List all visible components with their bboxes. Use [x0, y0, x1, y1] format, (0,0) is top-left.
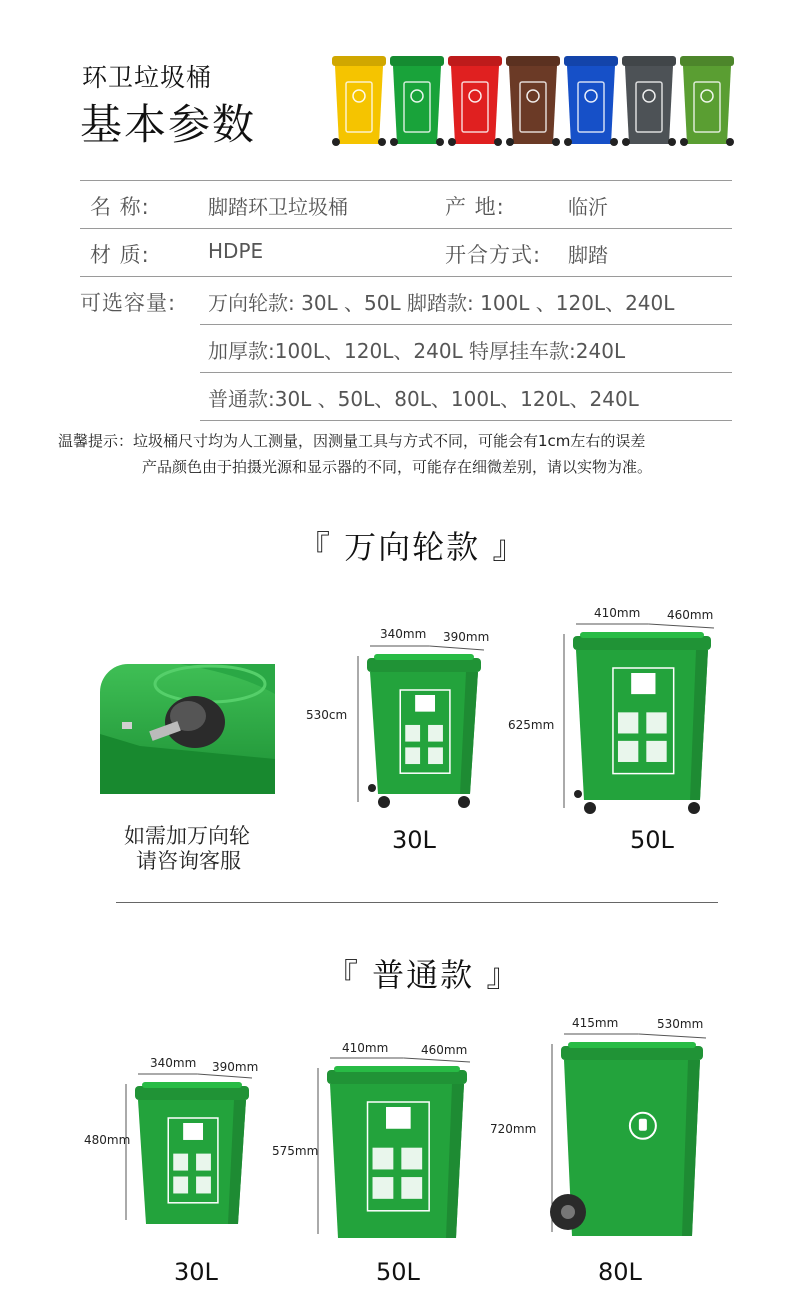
bin-80l-standard — [536, 1030, 716, 1245]
color-bin-wheel — [610, 138, 618, 146]
spec-row-capacity-3 — [200, 372, 732, 421]
food-icon — [401, 1177, 422, 1199]
dim-depth-50l-standard: 460mm — [421, 1043, 468, 1057]
origin-label: 产 地: — [445, 195, 505, 219]
bin-30l-standard — [128, 1070, 258, 1235]
bin-lid-top — [568, 1042, 696, 1048]
color-bin-wheel — [622, 138, 630, 146]
dim-width-50l-standard: 410mm — [342, 1041, 389, 1055]
color-bin-lid — [622, 56, 676, 66]
spec-row-capacity — [80, 276, 732, 324]
caster-wheel — [574, 790, 582, 798]
bin-lid — [561, 1046, 703, 1060]
bin-lid-top — [374, 654, 474, 660]
color-bin-lid — [390, 56, 444, 66]
color-bin-wheel — [668, 138, 676, 146]
caster-wheel — [688, 802, 700, 814]
large-wheel-hub — [561, 1205, 575, 1219]
capacity-50l-standard: 50L — [376, 1258, 420, 1286]
recycle-icon-bin — [639, 1119, 647, 1131]
dim-depth-30l-standard: 390mm — [212, 1060, 259, 1074]
caster-closeup-image — [100, 664, 275, 794]
name-label: 名 称: — [90, 195, 150, 219]
kitchen-waste-icon — [386, 1107, 411, 1129]
color-bin-lid — [564, 56, 618, 66]
bin-30l-caster — [356, 646, 486, 816]
color-bin-lid — [332, 56, 386, 66]
bin-50l-standard — [316, 1052, 476, 1247]
food-icon — [405, 725, 420, 742]
dim-height-50l-caster: 625mm — [508, 718, 555, 732]
food-icon — [196, 1177, 211, 1194]
food-icon — [646, 712, 666, 733]
food-icon — [373, 1177, 394, 1199]
food-icon — [618, 712, 638, 733]
kitchen-waste-icon — [183, 1123, 203, 1140]
color-bin-wheel — [552, 138, 560, 146]
bin-lid — [135, 1086, 249, 1100]
capacity-label: 可选容量: — [80, 291, 177, 315]
title-big: 基本参数 — [80, 100, 257, 149]
dim-width-80l-standard: 415mm — [572, 1016, 619, 1030]
dim-height-50l-standard: 575mm — [272, 1144, 319, 1158]
color-bin-wheel — [436, 138, 444, 146]
capacity-30l-caster: 30L — [392, 826, 436, 854]
bin-lid-top — [142, 1082, 242, 1088]
food-icon — [428, 747, 443, 764]
color-bin-wheel — [680, 138, 688, 146]
food-icon — [401, 1148, 422, 1170]
dim-line-depth — [197, 1074, 252, 1078]
bin-lid-top — [334, 1066, 460, 1072]
dim-depth-80l-standard: 530mm — [657, 1017, 704, 1031]
color-bin-wheel — [726, 138, 734, 146]
dim-height-30l-caster: 530cm — [306, 708, 348, 722]
food-icon — [196, 1154, 211, 1171]
capacity-50l-caster: 50L — [630, 826, 674, 854]
caster-caption-2: 请咨询客服 — [136, 849, 241, 873]
bin-lid — [367, 658, 481, 672]
caster-wheel — [378, 796, 390, 808]
section-title-caster: 『 万向轮款 』 — [298, 528, 527, 566]
dim-line-depth — [429, 646, 484, 650]
color-bin-lid — [448, 56, 502, 66]
material-label: 材 质: — [90, 243, 150, 267]
color-bin-wheel — [332, 138, 340, 146]
food-icon — [428, 725, 443, 742]
food-icon — [405, 747, 420, 764]
dim-line-depth — [404, 1058, 470, 1062]
capacity-line-1: 万向轮款: 30L 、50L 脚踏款: 100L 、120L、240L — [208, 291, 675, 315]
spec-table — [80, 180, 732, 421]
notice-line-2: 产品颜色由于拍摄光源和显示器的不同，可能存在细微差别，请以实物为准。 — [142, 458, 653, 476]
notice-line-1: 温馨提示：垃圾桶尺寸均为人工测量，因测量工具与方式不同，可能会有1cm左右的误差 — [58, 432, 646, 450]
section-title-standard: 『 普通款 』 — [326, 956, 521, 994]
origin-value: 临沂 — [568, 195, 608, 219]
color-bins-row — [330, 52, 750, 152]
food-icon — [373, 1148, 394, 1170]
bin-lid — [573, 636, 711, 650]
capacity-80l-standard: 80L — [598, 1258, 642, 1286]
food-icon — [173, 1177, 188, 1194]
spec-row-name — [80, 180, 732, 228]
name-value: 脚踏环卫垃圾桶 — [208, 195, 348, 219]
dim-height-30l-standard: 480mm — [84, 1133, 131, 1147]
dim-height-80l-standard: 720mm — [490, 1122, 537, 1136]
dim-width-30l-standard: 340mm — [150, 1056, 197, 1070]
open-value: 脚踏 — [568, 243, 608, 267]
color-bin-wheel — [506, 138, 514, 146]
color-bin-wheel — [390, 138, 398, 146]
dim-depth-50l-caster: 460mm — [667, 608, 714, 622]
dim-line-depth — [649, 624, 714, 628]
dim-depth-30l-caster: 390mm — [443, 630, 490, 644]
caster-wheel — [368, 784, 376, 792]
dim-line-depth — [639, 1034, 706, 1038]
capacity-line-3: 普通款:30L 、50L、80L、100L、120L、240L — [208, 387, 639, 411]
kitchen-waste-icon — [415, 695, 435, 712]
material-value: HDPE — [208, 239, 264, 263]
section-divider — [116, 902, 718, 903]
bin-lid-top — [580, 632, 704, 638]
spec-row-capacity-2 — [200, 324, 732, 372]
bin-body — [576, 650, 708, 800]
color-bin-wheel — [378, 138, 386, 146]
caster-wheel — [584, 802, 596, 814]
color-bin-wheel — [494, 138, 502, 146]
kitchen-waste-icon — [631, 673, 655, 694]
caster-wheel — [458, 796, 470, 808]
bin-50l-caster — [560, 622, 720, 822]
dim-width-30l-caster: 340mm — [380, 627, 427, 641]
food-icon — [618, 741, 638, 762]
capacity-line-2: 加厚款:100L、120L、240L 特厚挂车款:240L — [208, 339, 626, 363]
spec-row-material — [80, 228, 732, 276]
dim-width-50l-caster: 410mm — [594, 606, 641, 620]
open-label: 开合方式: — [445, 243, 542, 267]
title-small: 环卫垃圾桶 — [82, 63, 213, 92]
caster-caption-1: 如需加万向轮 — [124, 824, 250, 848]
bin-lid — [327, 1070, 467, 1084]
color-bin-wheel — [448, 138, 456, 146]
food-icon — [646, 741, 666, 762]
color-bin-wheel — [564, 138, 572, 146]
color-bin-lid — [506, 56, 560, 66]
color-bin-lid — [680, 56, 734, 66]
capacity-30l-standard: 30L — [174, 1258, 218, 1286]
food-icon — [173, 1154, 188, 1171]
